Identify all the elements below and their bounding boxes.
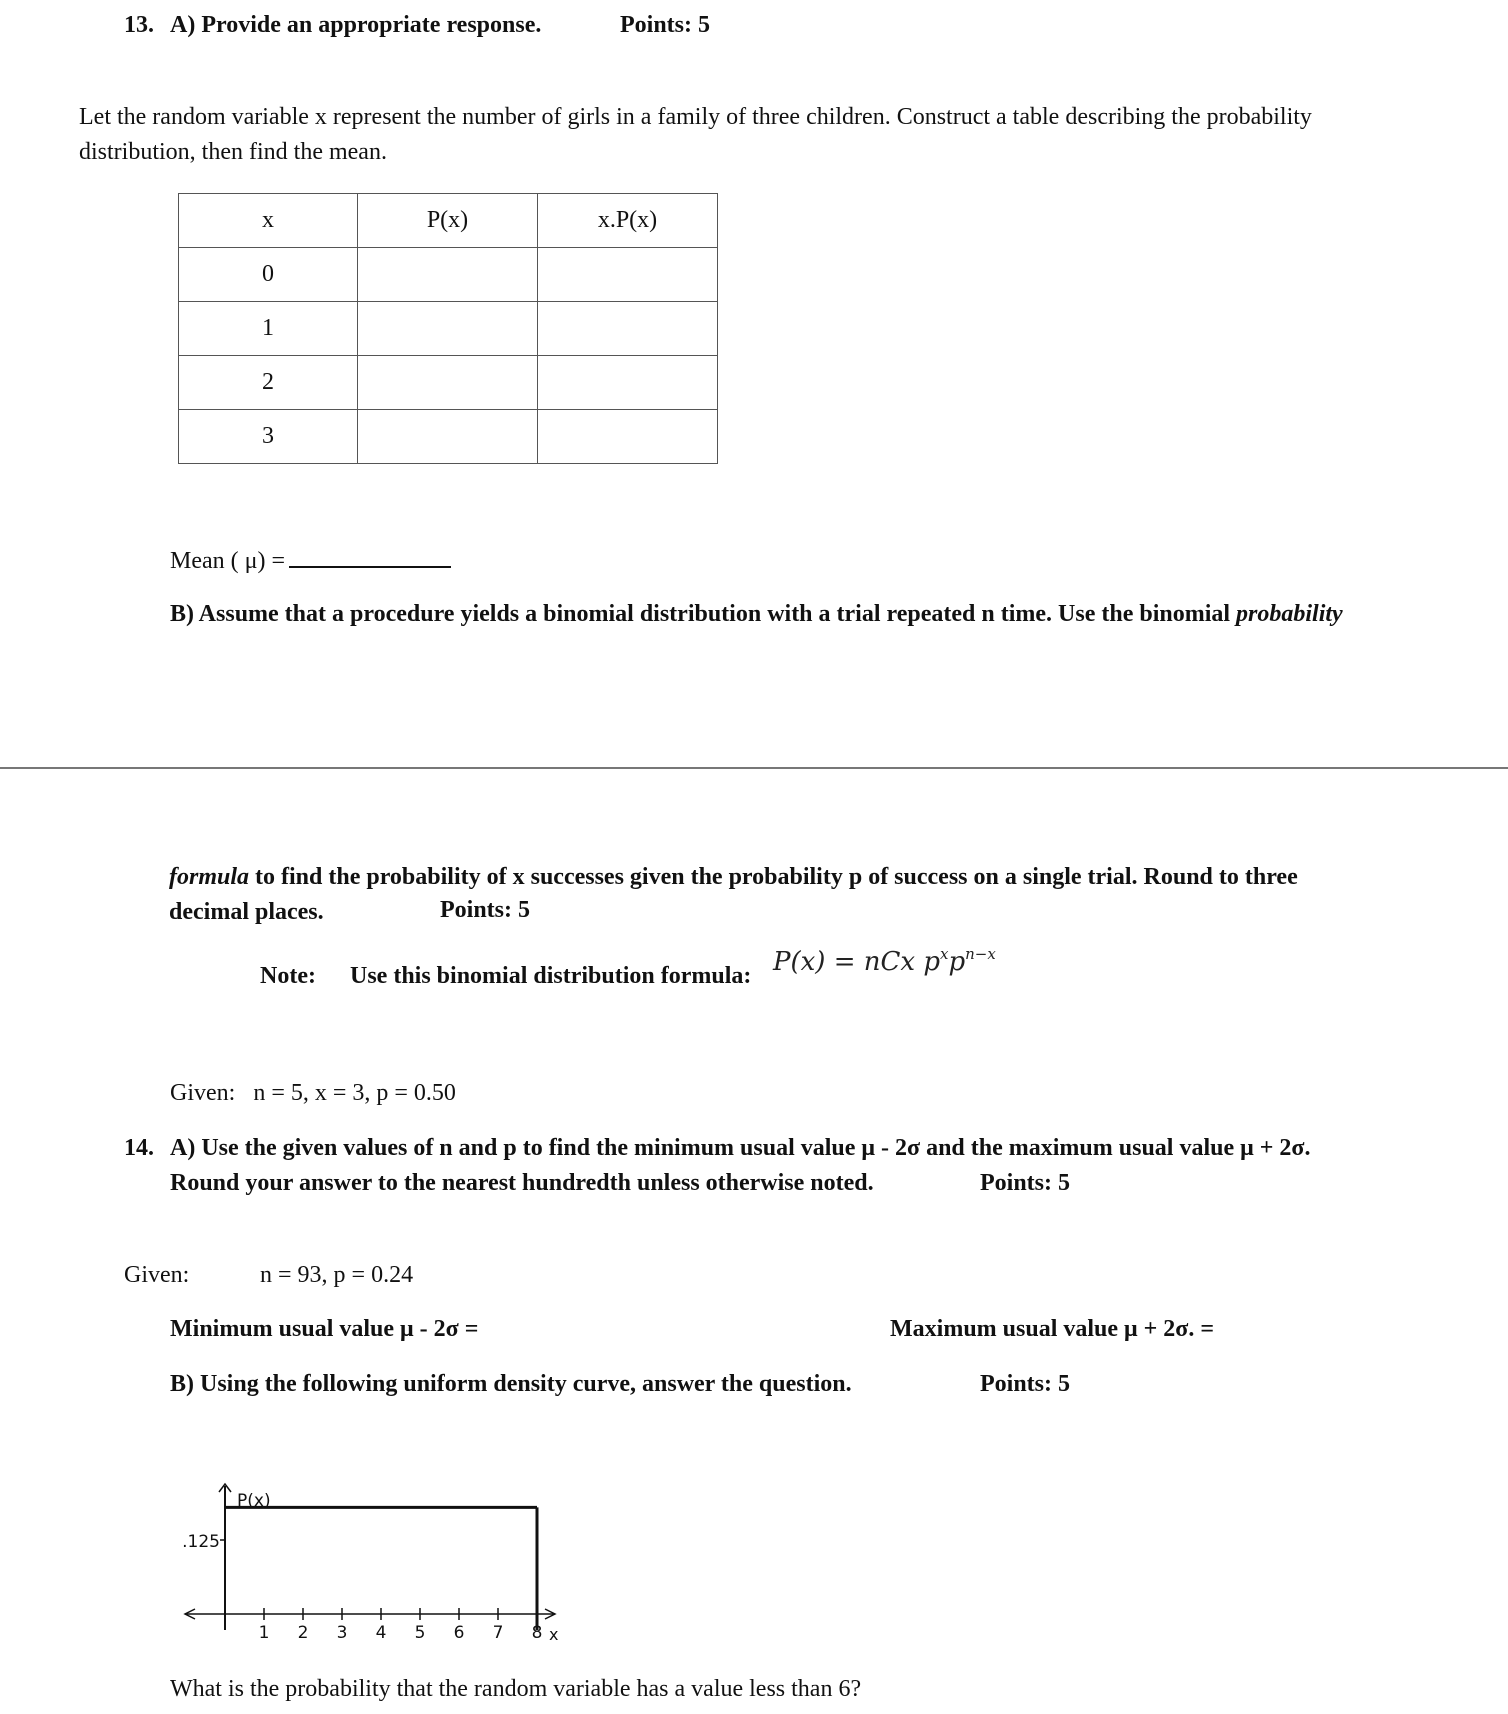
x-tick-label: 8 [531, 1623, 543, 1643]
table-header-row [179, 194, 718, 248]
q13-number: 13. [124, 12, 154, 38]
formula-rhs2: p [948, 947, 966, 977]
cell-x: 3 [179, 410, 358, 464]
q13-prompt: Let the random variable x represent the number of girls in a family of three children. Construct a table describing the probability distribution, then find the mean. [79, 104, 1312, 165]
cell-xpx[interactable] [538, 302, 718, 356]
mean-answer-blank[interactable] [289, 546, 451, 568]
q13-part-b-line1 [170, 601, 1343, 628]
q13-given: Given: n = 5, x = 3, p = 0.50 [170, 1080, 456, 1106]
q14-question: What is the probability that the random variable has a value less than 6? [170, 1676, 862, 1702]
cell-xpx[interactable] [538, 410, 718, 464]
binomial-formula [773, 945, 996, 977]
formula-eq: = [833, 947, 856, 977]
cell-x: 1 [179, 302, 358, 356]
cell-px[interactable] [358, 248, 538, 302]
formula-rhs: nCx p [863, 947, 940, 977]
y-tick-label: .125 [182, 1532, 220, 1552]
cell-xpx[interactable] [538, 248, 718, 302]
q14-part-b-title: B) Using the following uniform density curve, answer the question. [170, 1371, 852, 1397]
q14-points-b: Points: 5 [980, 1371, 1070, 1397]
q13-part-a-title: A) Provide an appropriate response. [170, 12, 542, 38]
note-text: Use this binomial distribution formula: [350, 963, 752, 989]
q14-given-label: Given: [124, 1262, 190, 1288]
max-usual-label: Maximum usual value μ + 2σ. = [890, 1316, 1215, 1342]
q13-part-b-italic: probability [1236, 601, 1343, 627]
header-x: x [179, 194, 358, 248]
header-xpx: x.P(x) [538, 194, 718, 248]
x-tick-label: 6 [453, 1623, 465, 1643]
q14-given-values: n = 93, p = 0.24 [260, 1262, 414, 1288]
q13-points-a: Points: 5 [620, 12, 710, 38]
q14-number: 14. [124, 1135, 154, 1161]
x-tick-label: 5 [414, 1623, 426, 1643]
q13-part-b-continuation [169, 860, 1369, 930]
min-usual-label: Minimum usual value μ - 2σ = [170, 1316, 479, 1342]
formula-exp1: x [940, 945, 949, 963]
q13-part-b-cont-italic: formula [169, 864, 250, 890]
table-row [179, 356, 718, 410]
q14-points-a: Points: 5 [980, 1170, 1070, 1196]
table-row [179, 248, 718, 302]
uniform-density-chart [165, 1478, 585, 1658]
x-tick-label: 3 [336, 1623, 348, 1643]
x-tick-label: 4 [375, 1623, 387, 1643]
cell-px[interactable] [358, 410, 538, 464]
mean-label: Mean ( μ) = [170, 548, 286, 574]
y-axis-label: P(x) [237, 1491, 271, 1511]
cell-px[interactable] [358, 356, 538, 410]
x-tick-label: 7 [492, 1623, 504, 1643]
formula-exp2: n−x [965, 945, 996, 963]
q14-part-a-line2: Round your answer to the nearest hundredth unless otherwise noted. [170, 1170, 874, 1196]
cell-px[interactable] [358, 302, 538, 356]
table-row [179, 302, 718, 356]
cell-x: 2 [179, 356, 358, 410]
table-row [179, 410, 718, 464]
q14-part-a-line1: A) Use the given values of n and p to find the minimum usual value μ - 2σ and the maximum usual value μ + 2σ. [170, 1135, 1311, 1161]
q13-part-b-cont-text: to find the probability of x successes given the probability p of success on a single trial. Round to three decimal places. [169, 864, 1298, 925]
mean-row [170, 546, 451, 575]
page-divider [0, 767, 1508, 769]
header-px: P(x) [358, 194, 538, 248]
x-axis-label: x [549, 1625, 559, 1644]
cell-x: 0 [179, 248, 358, 302]
q13-points-b: Points: 5 [440, 897, 530, 923]
cell-xpx[interactable] [538, 356, 718, 410]
formula-lhs: P(x) [773, 947, 826, 977]
note-label: Note: [260, 963, 316, 989]
q13-part-b-text: B) Assume that a procedure yields a binomial distribution with a trial repeated n time. Use the binomial [170, 601, 1231, 627]
x-tick-label: 2 [297, 1623, 309, 1643]
x-tick-label: 1 [258, 1623, 270, 1643]
probability-table [178, 193, 718, 464]
